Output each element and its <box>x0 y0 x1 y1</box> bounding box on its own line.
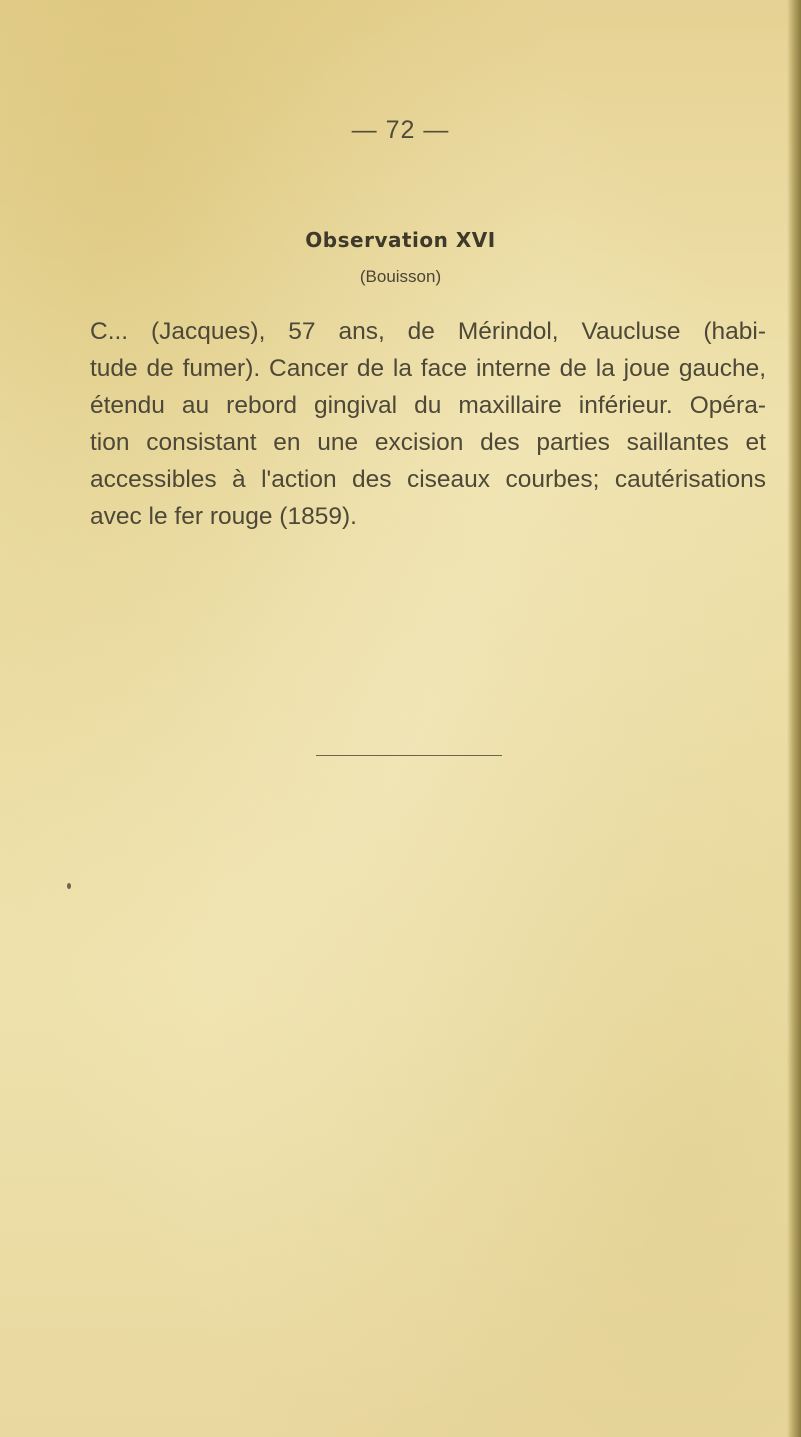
paragraph-line-4: tion consistant en une excision des parties saillantes et <box>90 429 766 456</box>
ink-speck <box>67 883 71 889</box>
page-edge-shadow <box>787 0 801 1437</box>
section-divider-rule <box>316 755 502 756</box>
observation-paragraph <box>90 313 766 535</box>
paragraph-line-3: étendu au rebord gingival du maxillaire inférieur. Opéra- <box>90 392 766 419</box>
paragraph-line-1: C... (Jacques), 57 ans, de Mérindol, Vaucluse (habi- <box>90 318 766 345</box>
page-number: — 72 — <box>351 116 450 144</box>
paragraph-line-2: tude de fumer). Cancer de la face interne de la joue gauche, <box>90 355 766 382</box>
paragraph-line-5: accessibles à l'action des ciseaux courbes; cautérisations <box>90 466 766 493</box>
observation-title: Observation XVI <box>305 228 496 252</box>
observation-author: (Bouisson) <box>359 267 442 286</box>
paragraph-line-6: avec le fer rouge (1859). <box>90 503 357 530</box>
